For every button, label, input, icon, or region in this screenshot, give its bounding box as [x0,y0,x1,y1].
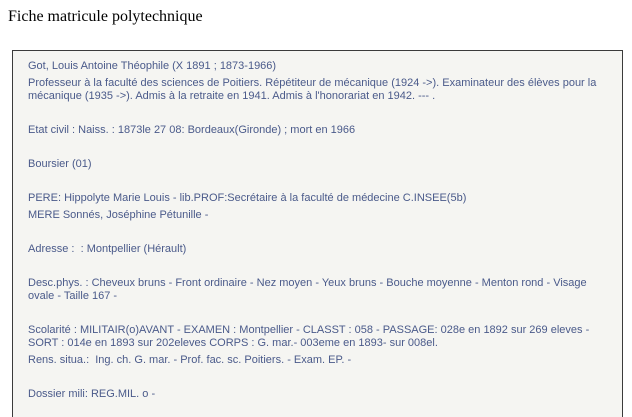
record-blank-line [28,175,606,188]
record-blank-line [28,260,606,273]
record-paragraph: Etat civil : Naiss. : 1873le 27 08: Bordeaux(Gironde) ; mort en 1966 [28,124,356,136]
record-paragraph: Got, Louis Antoine Théophile (X 1891 ; 1873-1966) [28,60,277,72]
record-blank-line [28,141,606,154]
record-blank-line [28,226,606,239]
record-paragraph: Boursier (01) [28,158,92,170]
record-paragraph: MERE Sonnés, Joséphine Pétunille - [28,209,209,221]
record-paragraph: PERE: Hippolyte Marie Louis - lib.PROF:Secrétaire à la faculté de médecine C.INSEE(5b) [28,192,467,204]
record-paragraph: Scolarité : MILITAIR(o)AVANT - EXAMEN : Montpellier - CLASST : 058 - PASSAGE: 028e en 1892 sur 269 eleves - SORT : 014e en 1893 sur 202eleves CORPS : G. mar.- 003eme en 1893- sur 008el. [28,324,593,349]
page [0,8,632,417]
record-blank-line [28,371,606,384]
record-blank-line [28,107,606,120]
page-title: Fiche matricule polytechnique [8,8,203,25]
record-box [12,50,623,417]
record-paragraph: Rens. situa.: Ing. ch. G. mar. - Prof. fac. sc. Poitiers. - Exam. EP. - [28,354,352,366]
record-paragraph: Dossier mili: REG.MIL. o - [28,388,156,400]
record-paragraph: Desc.phys. : Cheveux bruns - Front ordinaire - Nez moyen - Yeux bruns - Bouche moyenne - Menton rond - Visage ovale - Taille 167 - [28,277,590,302]
record-blank-line [28,307,606,320]
record-paragraph: Professeur à la faculté des sciences de Poitiers. Répétiteur de mécanique (1924 ->). Examinateur des élèves pour la mécanique (1935 ->). Admis à la retraite en 1941. Admis à l'honorariat en 1942. --- . [28,77,600,102]
record-paragraph: Adresse : : Montpellier (Hérault) [28,243,187,255]
